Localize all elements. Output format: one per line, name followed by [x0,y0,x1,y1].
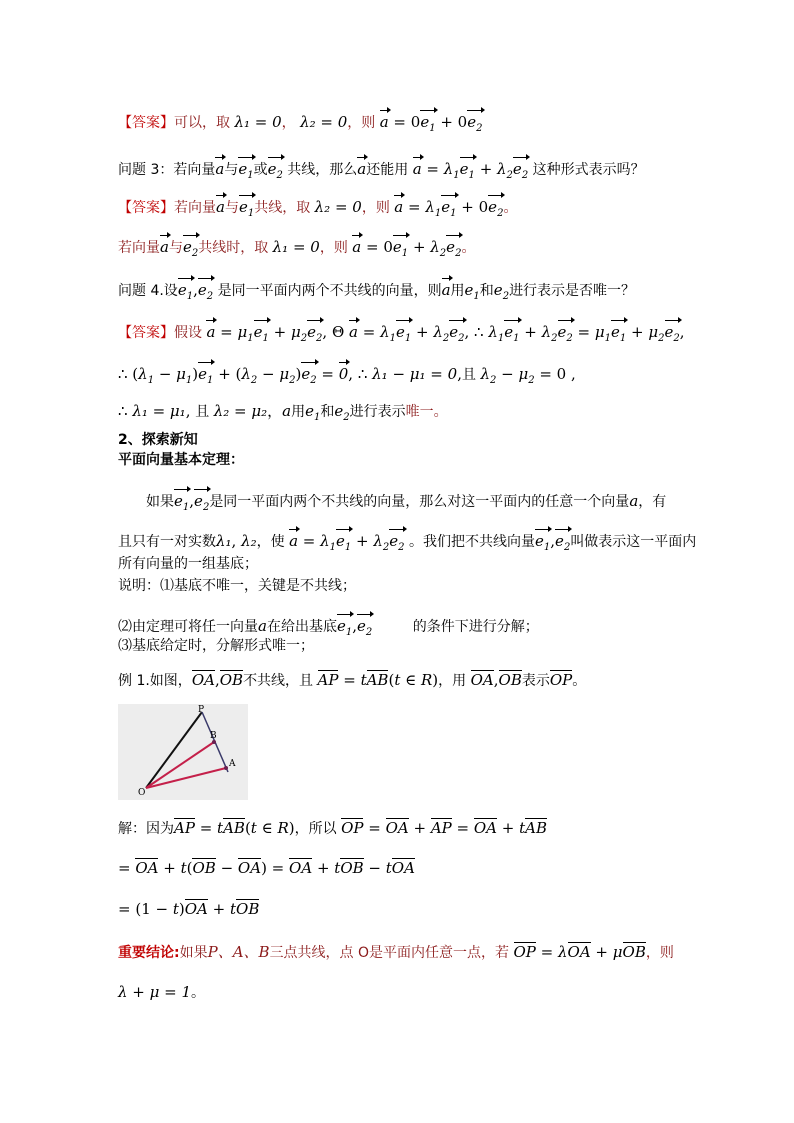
solution-line-3: = (1 − t)OA + tOB [118,900,260,918]
answer-line-4: 若向量a与$e_2$共线时，取 λ₁ = 0，则 $a = 0e_1 + \lambda_2e_2$。 [118,233,475,264]
answer-line-1: 【答案】可以，取 λ₁ = 0， λ₂ = 0，则 $a = 0e_1 + 0e_2$ [118,108,483,139]
label-p: P [198,705,205,715]
theorem-line-1: 如果$e_1,e_2$是同一平面内两个不共线的向量，那么对这一平面内的任意一个向量a，有 [146,487,666,518]
math-lambda1: λ₁ = 0 [234,113,282,131]
label-b: B [210,731,217,741]
solution-line-1: 解：因为AP = tAB(t ∈ R)，所以 OP = OA + AP = OA + tAB [118,819,548,837]
conclusion: 重要结论:如果P、A、B三点共线，点 O是平面内任意一点，若 OP = λOA + μOB，则 [118,943,674,961]
label-a: A [229,759,236,769]
conclusion-final: λ + μ = 1。 [118,983,206,1001]
answer-line-6: 【答案】假设 $a = \mu_1e_1 + \mu_2e_2$, Θ $a = \lambda_1e_1 + \lambda_2e_2$, ∴ $\lambda_1e_1 + \lambda_2e_2 = \mu_1e_1 + \mu_2e_2$, [118,318,685,349]
triangle-figure [118,704,248,800]
answer-line-3: 【答案】若向量a与$e_1$共线，取 λ₂ = 0，则 $a = \lambda_1e_1 + 0e_2$。 [118,193,517,224]
point-a [224,766,228,770]
answer-line-7: ∴ $(\lambda_1 - \mu_1)e_1 + (\lambda_2 - \mu_2)e_2 = 0$, ∴ λ₁ − μ₁ = 0,且 $\lambda_2 - \mu_2 = 0$ , [118,360,576,391]
math-lambda2: λ₂ = 0 [300,113,348,131]
theorem-title: 平面向量基本定理： [118,452,244,468]
question-4: 问题 4.设$e_1,e_2$ 是同一平面内两个不共线的向量，则a用$e_1$和$e_2$进行表示是否唯一？ [118,276,635,307]
label-o: O [138,788,146,798]
note-1: 说明：⑴基底不唯一，关键是不共线； [118,578,356,594]
theorem-line-3: 所有向量的一组基底； [118,556,258,572]
note-2: ⑵由定理可将任一向量a在给出基底$e_1,e_2$ 的条件下进行分解； [118,612,539,643]
answer-line-8: ∴ λ₁ = μ₁, 且 λ₂ = μ₂，a用$e_1$和$e_2$进行表示唯一。 [118,402,448,423]
theorem-line-2: 且只有一对实数λ₁, λ₂，使 $a = \lambda_1e_1 + \lambda_2e_2$ 。我们把不共线向量$e_1,e_2$叫做表示这一平面内 [118,527,696,558]
solution-line-2: = OA + t(OB − OA) = OA + tOB − tOA [118,859,415,877]
answer-tag: 【答案】 [118,115,174,131]
line-ob [146,742,214,788]
section-title: 2、探索新知 [118,432,198,448]
note-3: ⑶基底给定时，分解形式唯一； [118,638,314,654]
question-3: 问题 3：若向量a与$e_1$或$e_2$ 共线，那么a还能用 $a = \lambda_1e_1 + \lambda_2e_2$ 这种形式表示吗？ [118,155,645,186]
example-1: 例 1.如图，OA,OB不共线，且 AP = tAB(t ∈ R)，用 OA,OB表示OP。 [118,671,587,689]
